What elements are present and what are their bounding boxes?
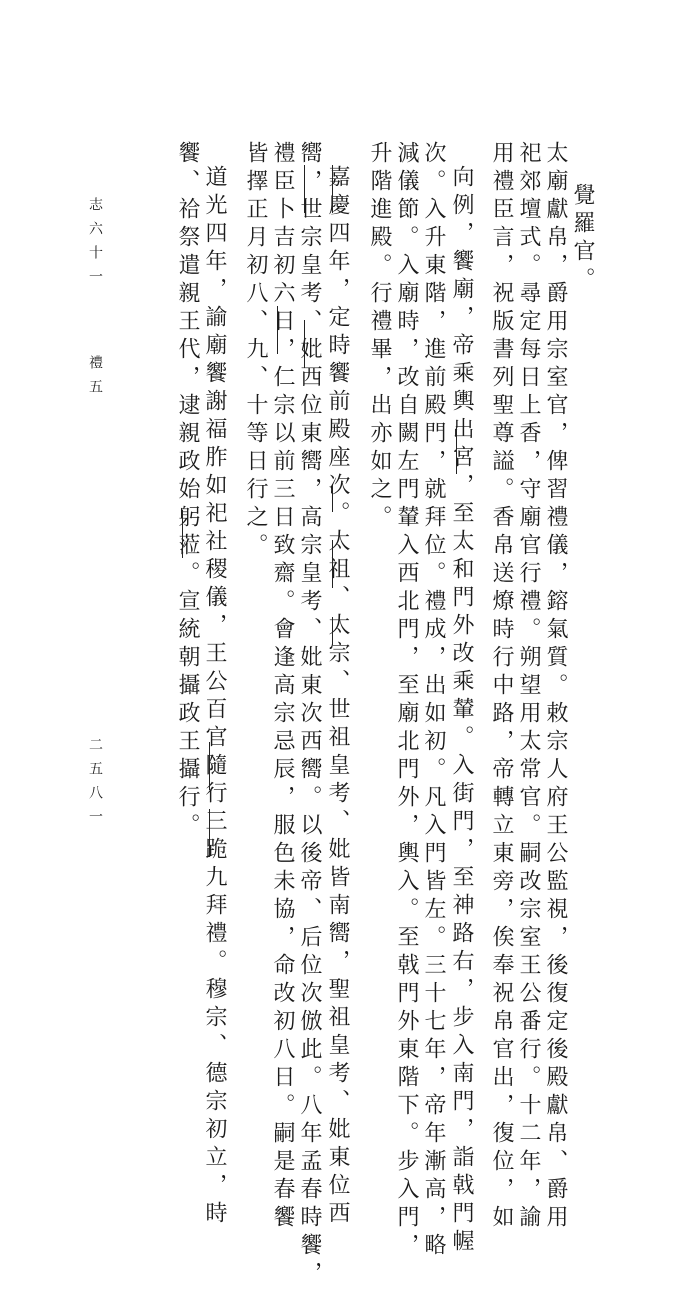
name-mark-line bbox=[209, 809, 210, 857]
text-column-8: 升階進殿。行禮畢，出亦如之。 bbox=[367, 141, 392, 533]
text-column-12: 皆擇正月初八、九、十等日行之。 bbox=[243, 141, 268, 561]
name-mark-line bbox=[332, 484, 333, 512]
text-column-7: 減儀節。入廟時，改自闕左門輦入西北門，至廟北門外，輿入。至戟門外東階下。步入門， bbox=[394, 141, 419, 1261]
text-column-11: 禮臣卜吉初六日，仁宗以前三日致齋。會逢高宗忌辰，服色未協，命改初八日。嗣是春饗 bbox=[270, 141, 295, 1233]
name-mark-line bbox=[304, 320, 305, 368]
text-column-2: 太廟獻帛，爵用宗室官，俾習禮儀，鎔氣質。敕宗人府王公監視，後復定後殿獻帛、爵用 bbox=[543, 141, 568, 1233]
text-column-14: 饗、祫祭遣親王代，逮親政始躬蒞。宣統朝攝政王攝行。 bbox=[175, 141, 200, 841]
folio-chapter: 禮五 bbox=[87, 355, 103, 403]
text-column-9: 嘉慶四年，定時饗前殿座次。太祖、太宗、世祖皇考、妣皆南嚮，聖祖皇考、妣東位西 bbox=[325, 165, 350, 1229]
page-number: 二五八一 bbox=[87, 737, 103, 833]
name-mark-line bbox=[209, 742, 210, 790]
text-column-4: 用禮臣言，祝版書列聖尊謚。香帛送燎時行中路，帝轉立東旁，俟奉祝帛官出，復位，如 bbox=[489, 141, 514, 1233]
name-mark-line bbox=[277, 306, 278, 354]
text-column-10: 嚮，世宗皇考、妣西位東嚮，高宗皇考、妣東次西嚮。以後帝、后位次倣此。八年孟春時饗， bbox=[297, 141, 322, 1289]
text-column-13: 道光四年，諭廟饗謝福胙如祀社稷儀，王公百官隨行三跪九拜禮。穆宗、德宗初立，時 bbox=[202, 165, 227, 1229]
name-mark-line bbox=[456, 426, 457, 474]
folio-volume: 志六十一 bbox=[87, 197, 103, 293]
name-mark-line bbox=[332, 540, 333, 588]
text-column-5: 向例，饗廟，帝乘輿出宮，至太和門外改乘輦。入街門，至神路右，步入南門，詣戟門幄 bbox=[449, 165, 474, 1257]
name-mark-line bbox=[182, 510, 183, 558]
text-column-1: 覺羅官。 bbox=[570, 183, 595, 295]
name-mark-line bbox=[332, 617, 333, 645]
text-column-3: 祀郊壇式。尋定每日上香，守廟官行禮。朔望用太常官。嗣改宗室王公番行。十二年，諭 bbox=[516, 141, 541, 1233]
text-column-6: 次。入升東階，進前殿門，就拜位。禮成，出如初。凡入門皆左。三十七年，帝年漸高，略 bbox=[421, 141, 446, 1261]
name-mark-line bbox=[332, 165, 333, 213]
name-mark-line bbox=[304, 165, 305, 213]
